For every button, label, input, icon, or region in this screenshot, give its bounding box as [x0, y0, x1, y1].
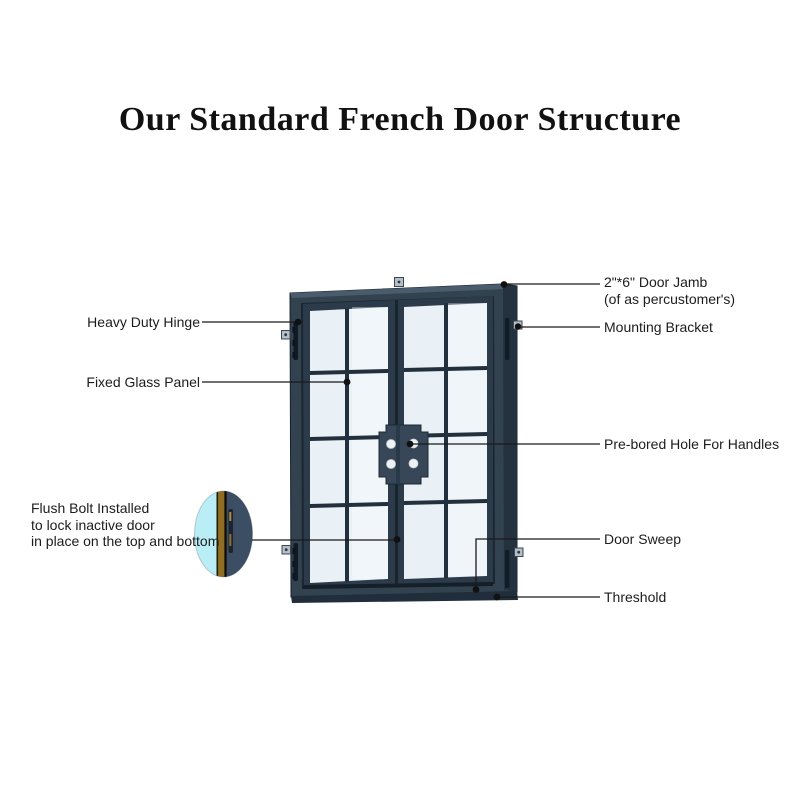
hinge-top-right	[505, 318, 510, 360]
right-glass-sheen	[448, 303, 487, 576]
flush-bolt-label-line2: to lock inactive door	[31, 516, 155, 533]
mounting-bracket-label: Mounting Bracket	[604, 319, 713, 335]
door-assembly	[282, 278, 524, 604]
flush-bolt-callout-dot	[394, 536, 401, 543]
hinge-bottom-right	[505, 550, 510, 588]
handle-plate-gap-shadow	[396, 425, 400, 484]
door-jamb-label	[604, 274, 794, 307]
flush-bolt-label-line1: Flush Bolt Installed	[31, 500, 150, 516]
door-sweep-callout-dot	[473, 586, 480, 593]
flush-bolt-label	[31, 500, 236, 550]
mounting-bracket-callout-dot	[515, 323, 521, 329]
fixed-glass-panel-label: Fixed Glass Panel	[86, 374, 200, 390]
flush-bolt-label-line3: in place on the top and bottom	[31, 533, 220, 549]
fixed-glass-panel-callout-dot	[344, 379, 351, 386]
door-jamb-label-line1: 2"*6" Door Jamb	[604, 274, 708, 290]
heavy-duty-hinge-label: Heavy Duty Hinge	[87, 314, 200, 330]
handle-plate	[379, 425, 428, 484]
heavy-duty-hinge-callout-dot	[295, 319, 302, 326]
threshold-callout-dot	[494, 594, 501, 601]
door-sweep-label: Door Sweep	[604, 531, 682, 547]
door-jamb-callout-dot	[501, 281, 508, 288]
pre-bored-hole-label: Pre-bored Hole For Handles	[604, 436, 780, 452]
pre-bored-hole-callout-dot	[407, 441, 414, 448]
threshold-label: Threshold	[604, 589, 667, 605]
page-title: Our Standard French Door Structure	[118, 101, 682, 138]
door-jamb-label-line2: (of as percustomer's)	[604, 290, 736, 307]
